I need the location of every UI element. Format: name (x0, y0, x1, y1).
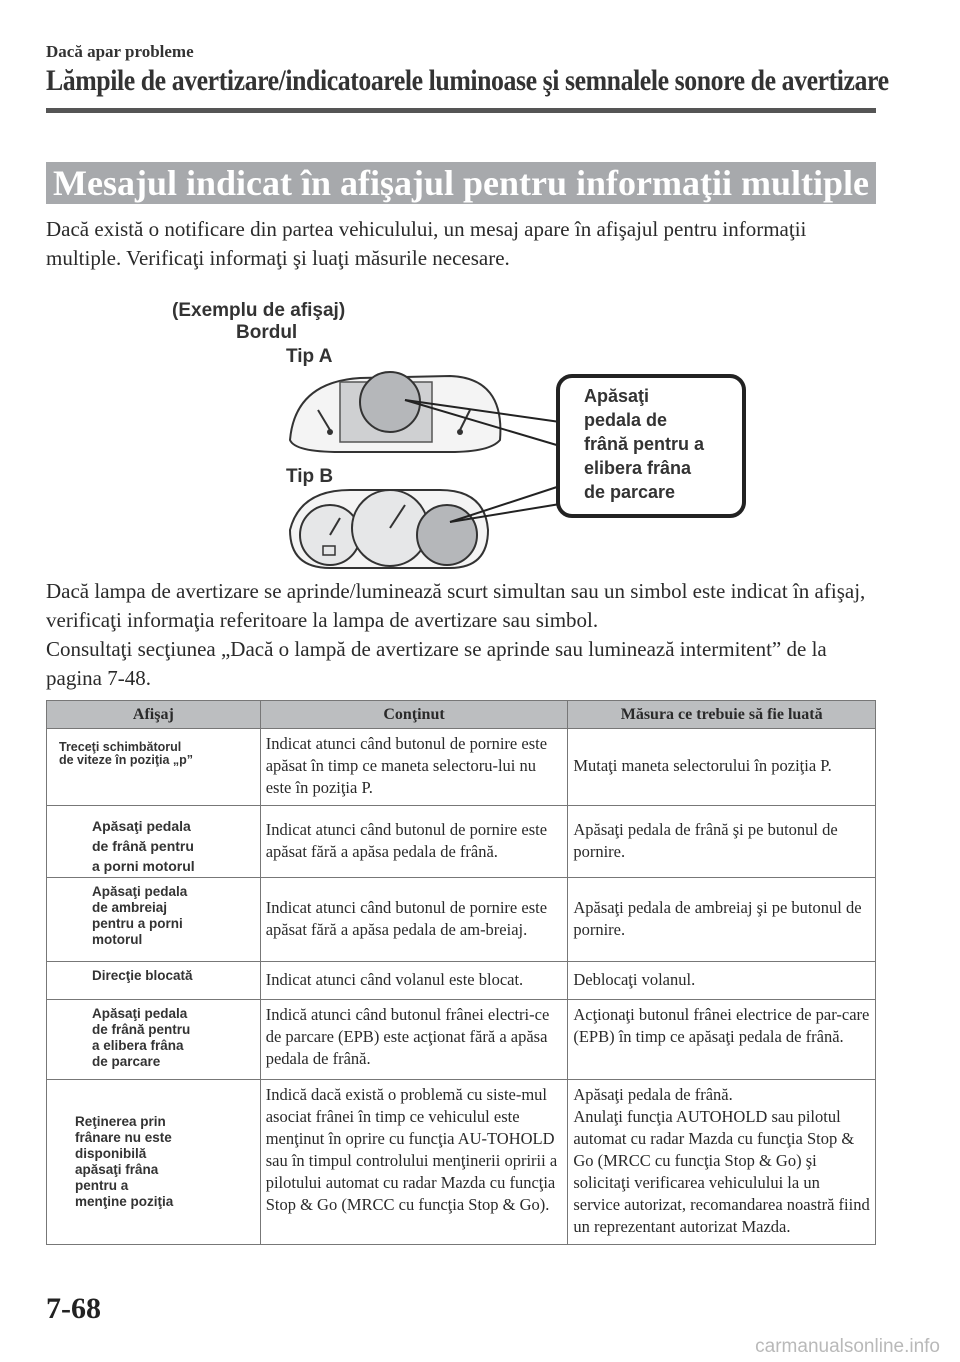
callout-line-4: elibera frâna (584, 458, 692, 478)
display-cell (47, 729, 261, 806)
page-number: 7-68 (46, 1292, 101, 1325)
chapter-label: Dacă apar probleme (46, 42, 194, 61)
content-cell: Indicat atunci când volanul este blocat. (260, 962, 568, 1000)
intro-paragraph: Dacă există o notificare din partea vehiculului, un mesaj apare în afişajul pentru informaţii multiple. Verificaţi informaţi şi luaţi măsurile necesare. (46, 217, 807, 270)
action-cell: Acţionaţi butonul frânei electrice de par-care (EPB) în timp ce apăsaţi pedala de frână. (568, 1000, 876, 1080)
content-cell: Indicat atunci când butonul de pornire este apăsat fără a apăsa pedala de frână. (260, 806, 568, 878)
content-cell: Indică dacă există o problemă cu siste-mul asociat frânei în timp ce vehiculul este menţinut în oprire cu funcţia AU-TOHOLD sau în timpul controlului menţinerii opririi a pilotului automat cu radar Mazda cu funcţia Stop & Go (MRCC cu funcţia Stop & Go). (260, 1080, 568, 1245)
action-cell: Apăsaţi pedala de ambreiaj şi pe butonul de pornire. (568, 878, 876, 962)
cluster-type-b (290, 486, 560, 568)
display-message: Treceţi schimbătorul de viteze în poziţia „p” (59, 740, 194, 767)
callout-line-5: de parcare (584, 482, 676, 502)
callout-line-2: pedala de (584, 410, 668, 430)
table-row (47, 1080, 876, 1245)
cluster-type-a (290, 372, 560, 452)
display-message: Reţinerea prin frânare nu este disponibilă apăsaţi frâna pentru a menţine poziţia (75, 1114, 174, 1209)
table-row (47, 878, 876, 962)
display-cell (47, 962, 261, 1000)
display-cell (47, 878, 261, 962)
section-title: Mesajul indicat în afişajul pentru informaţii multiple (52, 163, 869, 203)
display-message: Direcţie blocată (92, 968, 193, 983)
header-rule (46, 108, 876, 113)
table-header-row (47, 701, 876, 729)
action-cell: Apăsaţi pedala de frână şi pe butonul de pornire. (568, 806, 876, 878)
action-cell: Apăsaţi pedala de frână. Anulaţi funcţia AUTOHOLD sau pilotul automat cu radar Mazda cu funcţia Stop & Go (MRCC cu funcţia Stop & Go) şi solicitaţi verificarea vehiculului la un service autorizat, recomandarea noastră fiind un reprezentant autorizat Mazda. (568, 1080, 876, 1245)
display-message: Apăsaţi pedala de ambreiaj pentru a porni motorul (92, 884, 188, 947)
callout-line-1: Apăsaţi (584, 386, 650, 406)
display-cell (47, 1080, 261, 1245)
watermark: carmanualsonline.info (755, 1336, 940, 1357)
display-message: Apăsaţi pedala de frână pentru a porni motorul (92, 818, 195, 874)
display-cell (47, 806, 261, 878)
content-cell: Indicat atunci când butonul de pornire este apăsat fără a apăsa pedala de am-breiaj. (260, 878, 568, 962)
message-table (46, 700, 876, 1245)
warning-lamp-text: Dacă lampa de avertizare se aprinde/luminează scurt simultan sau un simbol este indicat în afişaj, verificaţi informaţia referitoare la lampa de avertizare sau simbol. (46, 579, 866, 632)
callout-bubble (558, 376, 744, 516)
example-label: (Exemplu de afişaj) (172, 300, 346, 321)
dashboard-illustration (150, 290, 770, 580)
table-row (47, 806, 876, 878)
action-cell: Deblocaţi volanul. (568, 962, 876, 1000)
display-cell (47, 1000, 261, 1080)
table-row (47, 1000, 876, 1080)
type-a-label: Tip A (286, 346, 333, 367)
table-row (47, 729, 876, 806)
action-cell: Mutaţi maneta selectorului în poziţia P. (568, 729, 876, 806)
dashboard-label: Bordul (236, 322, 298, 343)
dashboard-figure (150, 290, 770, 580)
header-content: Conţinut (260, 701, 568, 729)
section-banner (46, 162, 876, 204)
running-title: Lămpile de avertizare/indicatoarele luminoase şi semnalele sonore de avertizare (46, 64, 889, 97)
content-cell: Indică atunci când butonul frânei electri-ce de parcare (EPB) este acţionat fără a apăsa pedala de frână. (260, 1000, 568, 1080)
after-figure-paragraph (46, 577, 876, 693)
content-cell: Indicat atunci când butonul de pornire este apăsat în timp ce maneta selectoru-lui nu este în poziţia P. (260, 729, 568, 806)
callout-line-3: frână pentru a (584, 434, 705, 454)
display-message: Apăsaţi pedala de frână pentru a elibera frâna de parcare (92, 1006, 191, 1069)
header-display: Afişaj (47, 701, 261, 729)
type-b-label: Tip B (286, 466, 334, 487)
header-action: Măsura ce trebuie să fie luată (568, 701, 876, 729)
reference-text: Consultaţi secţiunea „Dacă o lampă de avertizare se aprinde sau luminează intermitent” de la pagina 7-48. (46, 637, 827, 690)
table-row (47, 962, 876, 1000)
